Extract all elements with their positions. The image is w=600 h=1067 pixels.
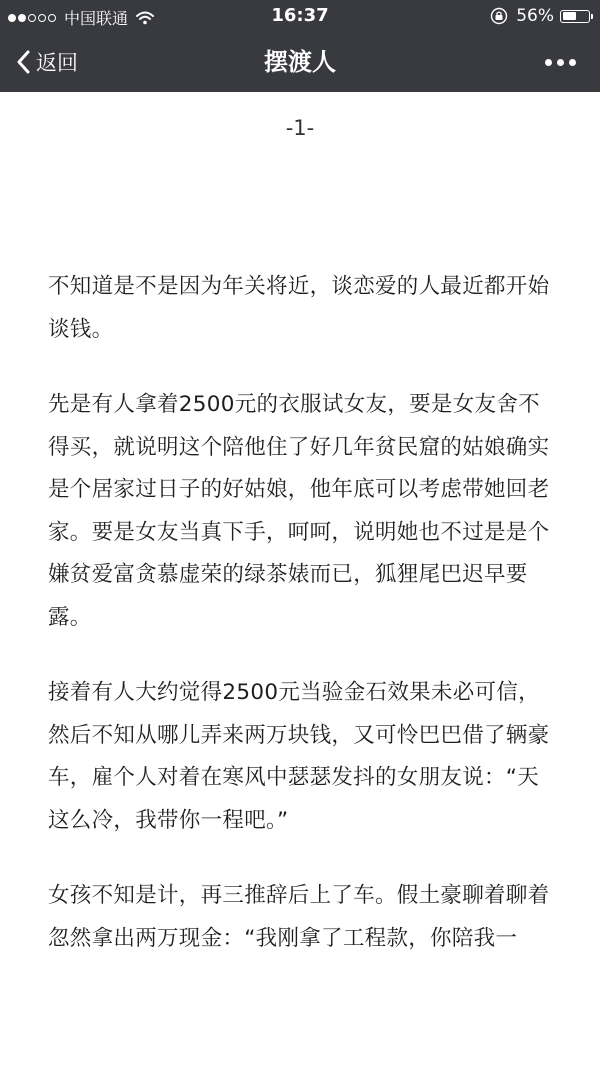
chevron-left-icon: [16, 50, 30, 74]
article-content: [0, 92, 600, 1067]
dot: [545, 59, 552, 66]
dot: [569, 59, 576, 66]
page-title: 摆渡人: [264, 48, 336, 76]
article-body: [48, 266, 558, 993]
orientation-lock-icon: [490, 7, 508, 25]
status-bar: [0, 0, 600, 32]
navigation-bar: [0, 32, 600, 92]
more-dots-icon[interactable]: [540, 32, 576, 92]
status-right: [490, 6, 590, 26]
status-time: 16:37: [271, 5, 329, 26]
paragraph: 不知道是不是因为年关将近，谈恋爱的人最近都开始谈钱。: [48, 274, 550, 342]
carrier-name: 中国联通: [64, 9, 129, 28]
paragraph: 女孩不知是计，再三推辞后上了车。假土豪聊着聊着忽然拿出两万现金：“我刚拿了工程款，你陪我一: [48, 883, 550, 951]
back-button[interactable]: [16, 32, 78, 92]
battery-icon: [560, 10, 590, 23]
chapter-heading: -1-: [285, 116, 315, 140]
dot: [557, 59, 564, 66]
paragraph: 先是有人拿着2500元的衣服试女友，要是女友舍不得买，就说明这个陪他住了好几年贫民窟的姑娘确实是个居家过日子的好姑娘，他年底可以考虑带她回老家。要是女友当真下手，呵呵，说明她也不过是是个嫌贫爱富贪慕虚荣的绿茶婊而已，狐狸尾巴迟早要露。: [48, 392, 550, 630]
paragraph: 接着有人大约觉得2500元当验金石效果未必可信，然后不知从哪儿弄来两万块钱，又可怜巴巴借了辆豪车，雇个人对着在寒风中瑟瑟发抖的女朋友说：“天这么冷，我带你一程吧。”: [48, 680, 550, 833]
battery-fill: [563, 12, 576, 20]
battery-percentage: 56%: [516, 6, 554, 26]
back-label: 返回: [36, 51, 78, 75]
